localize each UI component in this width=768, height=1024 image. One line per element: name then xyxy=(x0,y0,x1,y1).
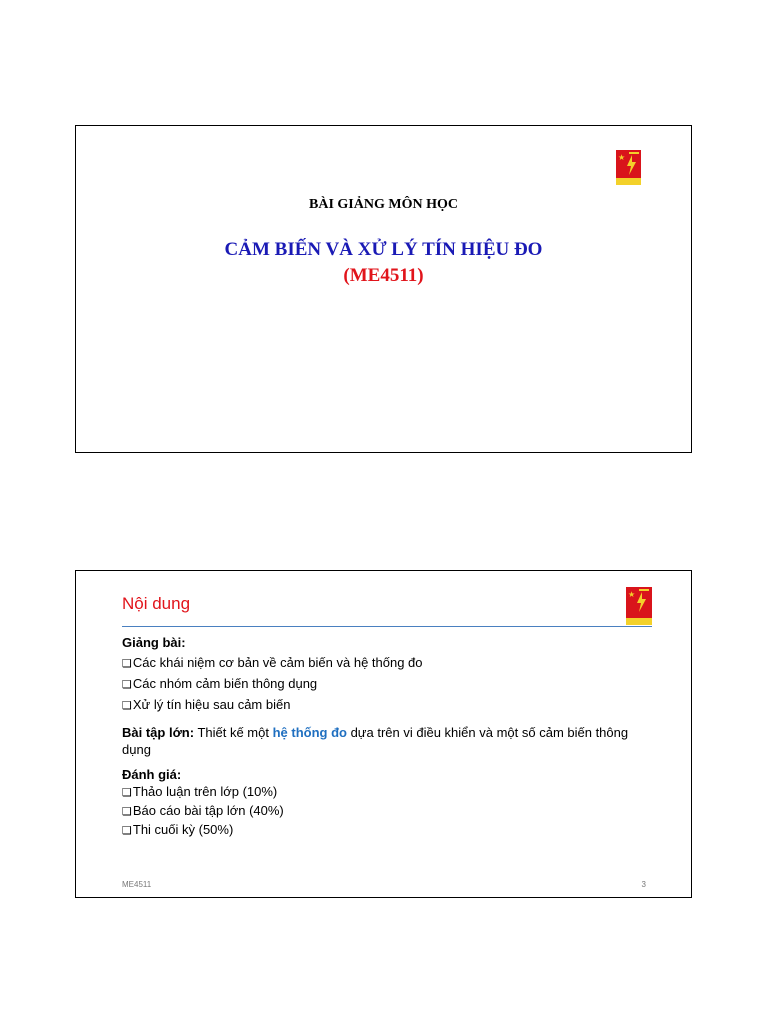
list-item: ❑ Xử lý tín hiệu sau cảm biến xyxy=(122,695,652,716)
list-item: ❑ Các khái niệm cơ bản về cảm biến và hệ thống đo xyxy=(122,653,652,674)
slide-heading: Nội dung xyxy=(122,594,191,613)
list-item: ❑ Báo cáo bài tập lớn (40%) xyxy=(122,802,652,821)
project-paragraph xyxy=(122,724,652,758)
course-code: (ME4511) xyxy=(343,265,424,286)
list-item: ❑ Các nhóm cảm biến thông dụng xyxy=(122,674,652,695)
project-heading: Bài tập lớn: xyxy=(122,725,195,740)
project-highlight: hệ thống đo xyxy=(272,725,347,740)
evaluation-heading: Đánh giá: xyxy=(122,767,182,782)
university-logo-icon: ★ xyxy=(616,150,641,185)
footer-course-code: ME4511 xyxy=(122,880,152,889)
university-logo-icon: ★ xyxy=(626,587,652,625)
list-item: ❑ Thảo luận trên lớp (10%) xyxy=(122,783,652,802)
project-text-post: dựa trên vi điều khiển và một số cảm biến thông dụng xyxy=(122,725,629,757)
list-item: ❑ Thi cuối kỳ (50%) xyxy=(122,821,652,840)
course-subtitle: BÀI GIẢNG MÔN HỌC xyxy=(309,197,458,212)
project-text-pre: Thiết kế một xyxy=(194,725,273,740)
slide-body xyxy=(122,633,652,840)
page-number: 3 xyxy=(641,880,646,889)
slide-contents xyxy=(75,570,692,898)
slide-title xyxy=(75,125,692,453)
course-title: CẢM BIẾN VÀ XỬ LÝ TÍN HIỆU ĐO xyxy=(224,239,543,260)
heading-divider xyxy=(122,626,652,627)
lecture-heading: Giảng bài: xyxy=(122,635,186,650)
